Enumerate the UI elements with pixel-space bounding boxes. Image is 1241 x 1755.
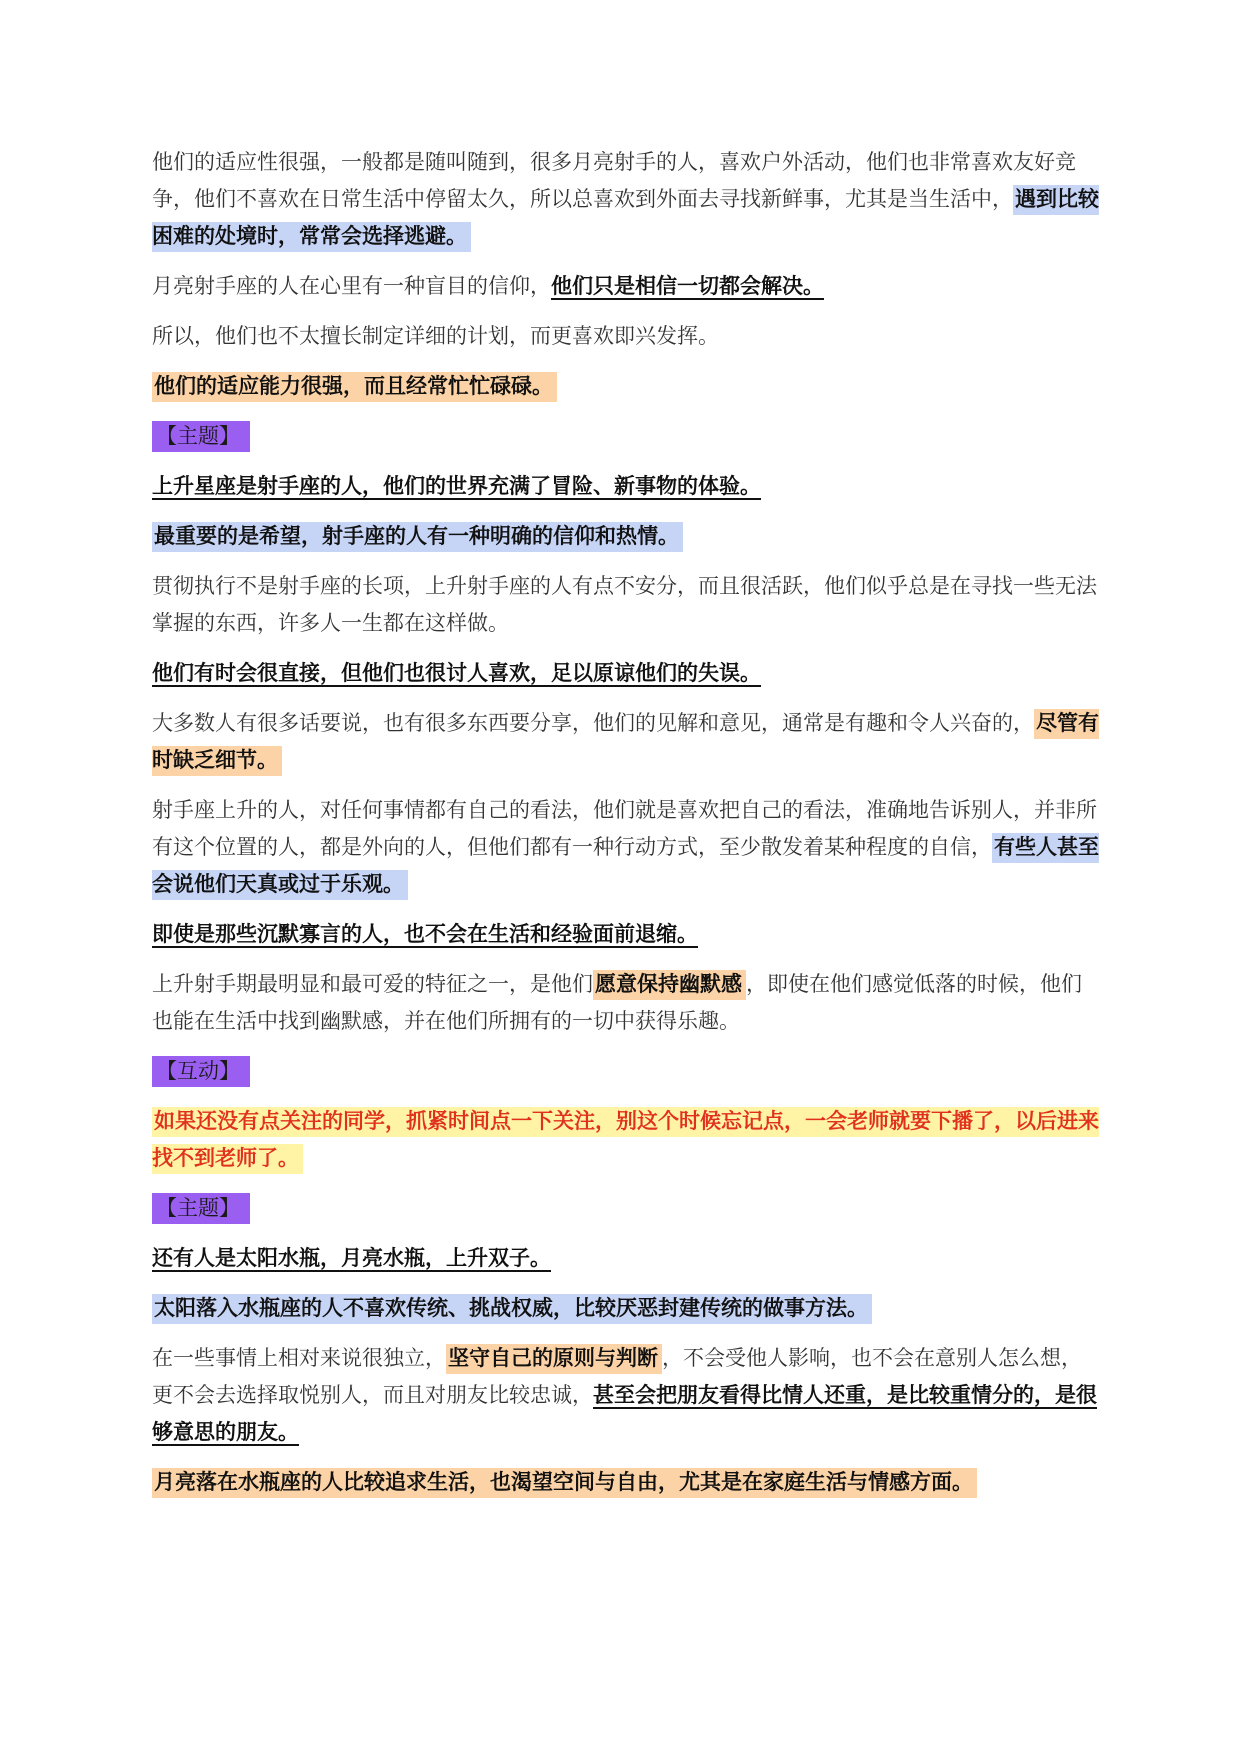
highlight-orange: 坚守自己的原则与判断 xyxy=(446,1344,662,1374)
section-tag-theme-2 xyxy=(152,1190,1099,1227)
paragraph-busy xyxy=(152,368,1099,405)
tag-label: 【互动】 xyxy=(152,1056,250,1087)
underlined-bold-text: 他们有时会很直接，但他们也很讨人喜欢，足以原谅他们的失误。 xyxy=(152,661,761,685)
paragraph-moon-sagittarius-adaptability xyxy=(152,144,1099,255)
tag-label: 【主题】 xyxy=(152,1193,250,1224)
section-tag-theme xyxy=(152,418,1099,455)
highlight-orange: 愿意保持幽默感 xyxy=(593,970,746,1000)
paragraph-text: 他们的适应性很强，一般都是随叫随到，很多月亮射手的人，喜欢户外活动，他们也非常喜欢友好竞争，他们不喜欢在日常生活中停留太久，所以总喜欢到外面去寻找新鲜事，尤其是当生活中， xyxy=(152,150,1076,211)
paragraph-follow-reminder xyxy=(152,1103,1099,1177)
paragraph-opinions xyxy=(152,792,1099,903)
paragraph-humor xyxy=(152,966,1099,1040)
paragraph-text: ，即使在他们感觉低落的时候，他们也能在生活中找到幽默感，并在他们所拥有的一切中获得乐趣。 xyxy=(152,972,1082,1033)
paragraph-text: 贯彻执行不是射手座的长项，上升射手座的人有点不安分，而且很活跃，他们似乎总是在寻找一些无法掌握的东西，许多人一生都在这样做。 xyxy=(152,574,1097,635)
highlight-orange: 月亮落在水瓶座的人比较追求生活，也渴望空间与自由，尤其是在家庭生活与情感方面。 xyxy=(152,1468,977,1498)
paragraph-text: 上升射手期最明显和最可爱的特征之一，是他们 xyxy=(152,972,593,996)
paragraph-text: 在一些事情上相对来说很独立， xyxy=(152,1346,446,1370)
paragraph-direct xyxy=(152,655,1099,692)
highlight-blue: 最重要的是希望，射手座的人有一种明确的信仰和热情。 xyxy=(152,522,683,552)
paragraph-quiet-ones xyxy=(152,916,1099,953)
paragraph-text: ，不会受他人影响，也不会在意别人怎么想，更不会去选择取悦别人，而且对朋友比较忠诚， xyxy=(152,1346,1082,1407)
underlined-bold-text: 他们只是相信一切都会解决。 xyxy=(551,274,824,298)
paragraph-restless xyxy=(152,568,1099,642)
paragraph-text: 大多数人有很多话要说，也有很多东西要分享，他们的见解和意见，通常是有趣和令人兴奋的， xyxy=(152,711,1034,735)
paragraph-aquarius-intro xyxy=(152,1240,1099,1277)
underlined-bold-text: 即使是那些沉默寡言的人，也不会在生活和经验面前退缩。 xyxy=(152,922,698,946)
section-tag-interaction xyxy=(152,1053,1099,1090)
highlight-blue: 有些人甚至会说他们天真或过于乐观。 xyxy=(152,833,1099,900)
underlined-bold-text: 还有人是太阳水瓶，月亮水瓶，上升双子。 xyxy=(152,1246,551,1270)
paragraph-text: 月亮射手座的人在心里有一种盲目的信仰， xyxy=(152,274,551,298)
underlined-bold-text: 甚至会把朋友看得比情人还重，是比较重情分的，是很够意思的朋友。 xyxy=(152,1383,1097,1444)
highlight-blue: 遇到比较困难的处境时，常常会选择逃避。 xyxy=(152,185,1099,252)
highlight-orange: 尽管有时缺乏细节。 xyxy=(152,709,1099,776)
paragraph-text: 射手座上升的人，对任何事情都有自己的看法，他们就是喜欢把自己的看法，准确地告诉别人，并非所有这个位置的人，都是外向的人，但他们都有一种行动方式，至少散发着某种程度的自信， xyxy=(152,798,1097,859)
paragraph-hope xyxy=(152,518,1099,555)
paragraph-sun-aquarius xyxy=(152,1290,1099,1327)
underlined-bold-text: 上升星座是射手座的人，他们的世界充满了冒险、新事物的体验。 xyxy=(152,474,761,498)
paragraph-moon-sagittarius-faith xyxy=(152,268,1099,305)
paragraph-sharing xyxy=(152,705,1099,779)
paragraph-moon-aquarius xyxy=(152,1464,1099,1501)
paragraph-rising-sagittarius xyxy=(152,468,1099,505)
highlight-blue: 太阳落入水瓶座的人不喜欢传统、挑战权威，比较厌恶封建传统的做事方法。 xyxy=(152,1294,872,1324)
paragraph-improvise xyxy=(152,318,1099,355)
tag-label: 【主题】 xyxy=(152,421,250,452)
highlight-yellow-red-text: 如果还没有点关注的同学，抓紧时间点一下关注，别这个时候忘记点，一会老师就要下播了，以后进来找不到老师了。 xyxy=(152,1107,1099,1174)
highlight-orange: 他们的适应能力很强，而且经常忙忙碌碌。 xyxy=(152,372,557,402)
paragraph-text: 所以，他们也不太擅长制定详细的计划，而更喜欢即兴发挥。 xyxy=(152,324,719,348)
paragraph-independent xyxy=(152,1340,1099,1451)
